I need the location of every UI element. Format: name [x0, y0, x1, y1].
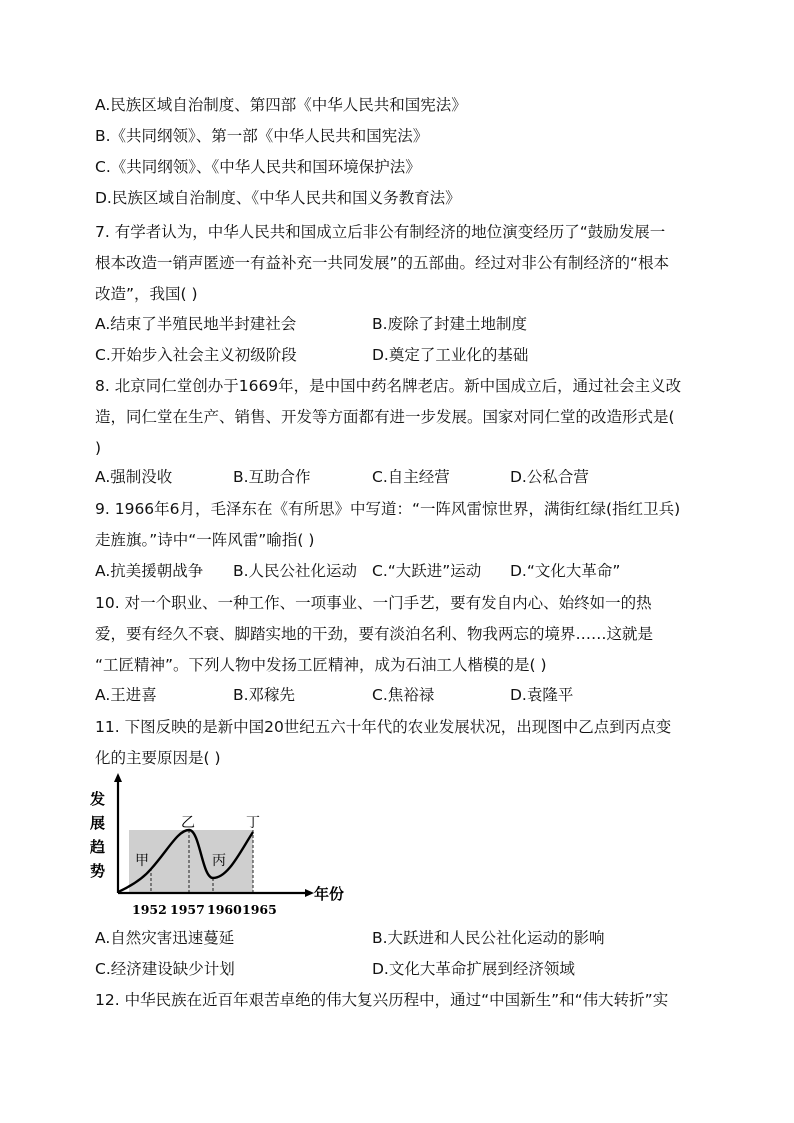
q8-option-c: C.自主经营	[372, 468, 450, 486]
y-label-char-4: 势	[90, 862, 106, 880]
q9-option-d: D.“文化大革命”	[510, 562, 621, 580]
q7-option-b: B.废除了封建土地制度	[372, 315, 528, 333]
q8-stem-line-1: 8. 北京同仁堂创办于1669年，是中国中药名牌老店。新中国成立后，通过社会主义改	[95, 377, 682, 395]
tick-1952: 1952	[132, 902, 167, 917]
q6-option-d: D.民族区域自治制度、《中华人民共和国义务教育法》	[95, 189, 461, 207]
q8-stem-line-3: )	[95, 439, 102, 457]
q8-stem-line-2: 造，同仁堂在生产、销售、开发等方面都有进一步发展。国家对同仁堂的改造形式是(	[95, 408, 675, 426]
point-label-jia: 甲	[135, 853, 149, 869]
q10-stem-line-2: 爱，要有经久不衰、脚踏实地的干劲，要有淡泊名利、物我两忘的境界……这就是	[95, 625, 654, 643]
tick-1965: 1965	[242, 902, 277, 917]
q7-option-a: A.结束了半殖民地半封建社会	[95, 315, 297, 333]
q10-option-b: B.邓稼先	[233, 686, 296, 704]
q8-option-d: D.公私合营	[510, 468, 589, 486]
q9-stem-line-2: 走旌旗。”诗中“一阵风雷”喻指( )	[95, 531, 315, 549]
q6-option-b: B.《共同纲领》、第一部《中华人民共和国宪法》	[95, 127, 429, 145]
x-axis-arrow	[305, 889, 314, 897]
point-label-ding: 丁	[246, 815, 260, 831]
q10-option-d: D.袁隆平	[510, 686, 574, 704]
q9-option-b: B.人民公社化运动	[233, 562, 358, 580]
y-label-char-1: 发	[90, 790, 106, 808]
q11-option-a: A.自然灾害迅速蔓延	[95, 929, 235, 947]
q8-option-a: A.强制没收	[95, 468, 173, 486]
tick-1957: 1957	[170, 902, 205, 917]
q10-option-a: A.王进喜	[95, 686, 157, 704]
q10-option-c: C.焦裕禄	[372, 686, 435, 704]
x-label: 年份	[314, 885, 345, 903]
q8-option-b: B.互助合作	[233, 468, 311, 486]
tick-1960: 1960	[207, 902, 242, 917]
q6-option-a: A.民族区域自治制度、第四部《中华人民共和国宪法》	[95, 96, 467, 114]
point-label-bing: 丙	[212, 853, 226, 869]
q9-stem-line-1: 9. 1966年6月，毛泽东在《有所思》中写道：“一阵风雷惊世界，满街红绿(指红卫兵)	[95, 500, 681, 518]
q10-stem-line-3: “工匠精神”。下列人物中发扬工匠精神，成为石油工人楷模的是( )	[95, 656, 547, 674]
agriculture-trend-figure	[90, 772, 360, 920]
q11-stem-line-2: 化的主要原因是( )	[95, 749, 221, 767]
y-axis-arrow	[114, 773, 122, 782]
q7-stem-line-1: 7. 有学者认为，中华人民共和国成立后非公有制经济的地位演变经历了“鼓励发展一	[95, 223, 666, 241]
q6-option-c: C.《共同纲领》、《中华人民共和国环境保护法》	[95, 158, 421, 176]
y-label-char-2: 展	[90, 814, 106, 832]
q7-stem-line-3: 改造”，我国( )	[95, 285, 198, 303]
q11-option-c: C.经济建设缺少计划	[95, 960, 235, 978]
q7-stem-line-2: 根本改造一销声匿迹一有益补充一共同发展”的五部曲。经过对非公有制经济的“根本	[95, 254, 670, 272]
q11-stem-line-1: 11. 下图反映的是新中国20世纪五六十年代的农业发展状况，出现图中乙点到丙点变	[95, 718, 672, 736]
q12-stem-line-1: 12. 中华民族在近百年艰苦卓绝的伟大复兴历程中，通过“中国新生”和“伟大转折”实	[95, 991, 669, 1009]
q10-stem-line-1: 10. 对一个职业、一种工作、一项事业、一门手艺，要有发自内心、始终如一的热	[95, 594, 652, 612]
q7-option-d: D.奠定了工业化的基础	[372, 346, 529, 364]
q11-option-d: D.文化大革命扩展到经济领域	[372, 960, 575, 978]
q11-option-b: B.大跃进和人民公社化运动的影响	[372, 929, 605, 947]
y-label-char-3: 趋	[90, 838, 106, 856]
point-label-yi: 乙	[181, 815, 195, 831]
q7-option-c: C.开始步入社会主义初级阶段	[95, 346, 297, 364]
q9-option-a: A.抗美援朝战争	[95, 562, 204, 580]
q9-option-c: C.“大跃进”运动	[372, 562, 482, 580]
